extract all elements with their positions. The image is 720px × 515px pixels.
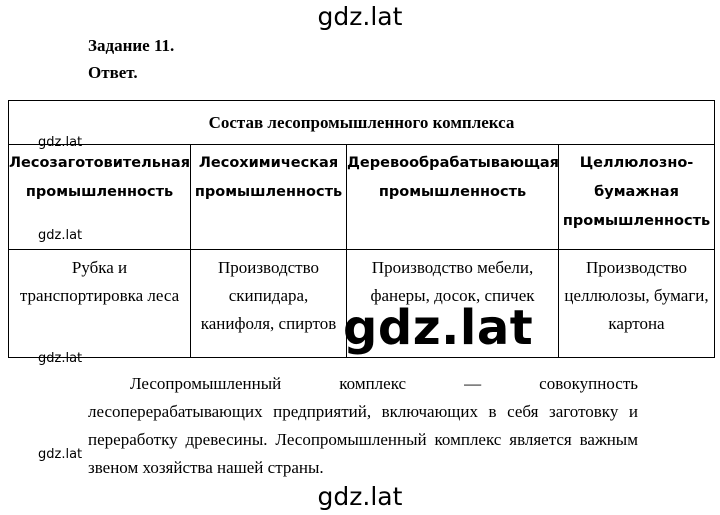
column-header: Целлюлозно-бумажная промышленность	[559, 145, 715, 250]
column-header: Деревообрабатывающая промышленность	[347, 145, 559, 250]
table-cell: Производство целлюлозы, бумаги, картона	[559, 250, 715, 358]
table-title: Состав лесопромышленного комплекса	[9, 101, 715, 145]
watermark-large: gdz.lat	[343, 300, 534, 356]
explanation-paragraph	[88, 370, 638, 482]
paragraph-text: Лесопромышленный комплекс — совокупность лесоперерабатывающих предприятий, включающих в себя заготовку и переработку древесины. Лесопромышленный комплекс является важным звеном хозяйства нашей страны.	[88, 374, 638, 477]
watermark-bottom: gdz.lat	[317, 482, 403, 511]
answer-label: Ответ.	[88, 63, 138, 82]
watermark-small: gdz.lat	[38, 447, 83, 462]
task-number: Задание 11.	[88, 36, 175, 55]
column-header: Лесозаготовительная промышленность	[9, 145, 191, 250]
table-cell: Производство мебели, фанеры, досок, спичек	[347, 250, 559, 358]
watermark-small: gdz.lat	[38, 351, 83, 366]
watermark-small: gdz.lat	[38, 228, 83, 243]
table-title-row	[9, 101, 715, 145]
table-cell: Производство скипидара, канифоля, спиртов	[191, 250, 347, 358]
table-header-row	[9, 145, 715, 250]
table-cell: Рубка и транспортировка леса	[9, 250, 191, 358]
watermark-small: gdz.lat	[38, 135, 83, 150]
column-header: Лесохимическая промышленность	[191, 145, 347, 250]
watermark-top: gdz.lat	[317, 2, 403, 31]
